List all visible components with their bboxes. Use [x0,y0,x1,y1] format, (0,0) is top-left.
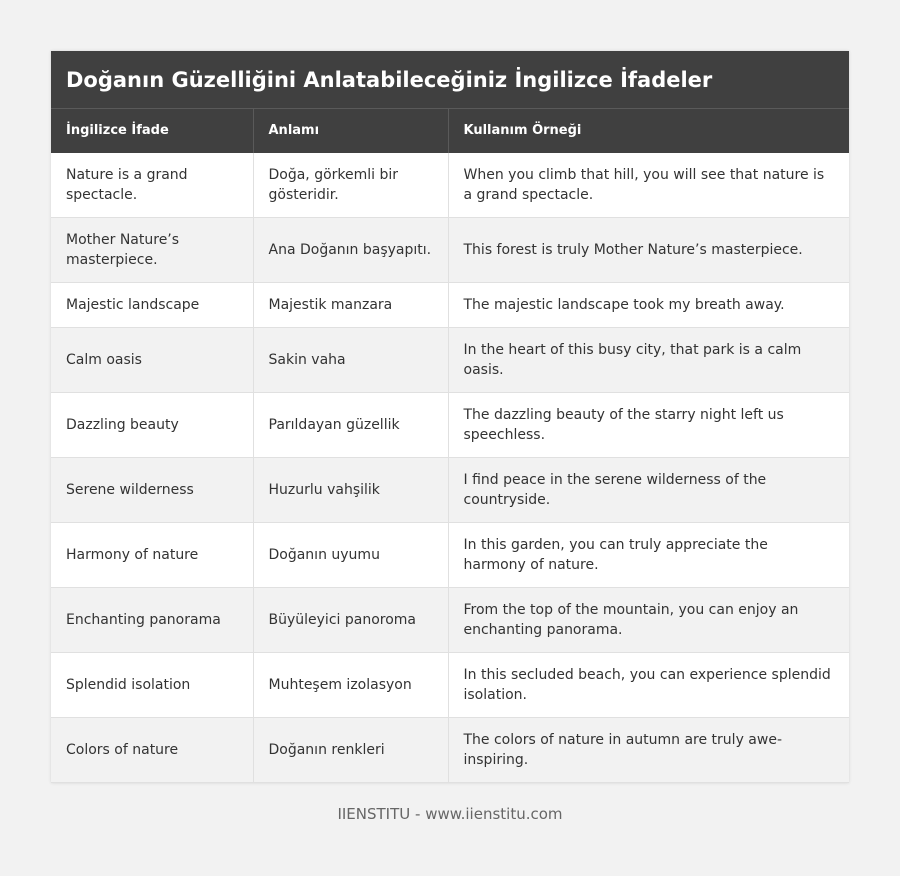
cell-meaning: Parıldayan güzellik [253,393,448,458]
table-card [51,51,849,783]
cell-meaning: Sakin vaha [253,328,448,393]
cell-example: In the heart of this busy city, that park is a calm oasis. [448,328,849,393]
cell-example: I find peace in the serene wilderness of the countryside. [448,458,849,523]
table-row [51,588,849,653]
column-header-english: İngilizce İfade [51,109,253,153]
cell-meaning: Doğanın renkleri [253,718,448,783]
table-row [51,283,849,328]
cell-meaning: Muhteşem izolasyon [253,653,448,718]
table-row [51,718,849,783]
cell-example: In this secluded beach, you can experience splendid isolation. [448,653,849,718]
cell-english: Colors of nature [51,718,253,783]
table-row [51,393,849,458]
cell-english: Majestic landscape [51,283,253,328]
cell-example: When you climb that hill, you will see that nature is a grand spectacle. [448,153,849,218]
cell-example: The colors of nature in autumn are truly awe-inspiring. [448,718,849,783]
table-row [51,458,849,523]
cell-english: Nature is a grand spectacle. [51,153,253,218]
cell-english: Serene wilderness [51,458,253,523]
cell-example: In this garden, you can truly appreciate the harmony of nature. [448,523,849,588]
cell-meaning: Majestik manzara [253,283,448,328]
cell-meaning: Büyüleyici panoroma [253,588,448,653]
phrases-table [51,108,849,783]
table-row [51,153,849,218]
cell-example: From the top of the mountain, you can enjoy an enchanting panorama. [448,588,849,653]
table-title: Doğanın Güzelliğini Anlatabileceğiniz İngilizce İfadeler [51,51,849,108]
cell-example: This forest is truly Mother Nature’s masterpiece. [448,218,849,283]
header-row [51,109,849,153]
cell-meaning: Huzurlu vahşilik [253,458,448,523]
cell-example: The dazzling beauty of the starry night left us speechless. [448,393,849,458]
cell-example: The majestic landscape took my breath away. [448,283,849,328]
cell-meaning: Ana Doğanın başyapıtı. [253,218,448,283]
table-row [51,653,849,718]
cell-english: Splendid isolation [51,653,253,718]
cell-english: Calm oasis [51,328,253,393]
cell-meaning: Doğanın uyumu [253,523,448,588]
cell-meaning: Doğa, görkemli bir gösteridir. [253,153,448,218]
table-row [51,523,849,588]
table-row [51,328,849,393]
table-row [51,218,849,283]
cell-english: Mother Nature’s masterpiece. [51,218,253,283]
column-header-meaning: Anlamı [253,109,448,153]
footer-credit: IIENSTITU - www.iienstitu.com [337,805,563,823]
cell-english: Dazzling beauty [51,393,253,458]
cell-english: Harmony of nature [51,523,253,588]
column-header-example: Kullanım Örneği [463,123,582,139]
cell-english: Enchanting panorama [51,588,253,653]
